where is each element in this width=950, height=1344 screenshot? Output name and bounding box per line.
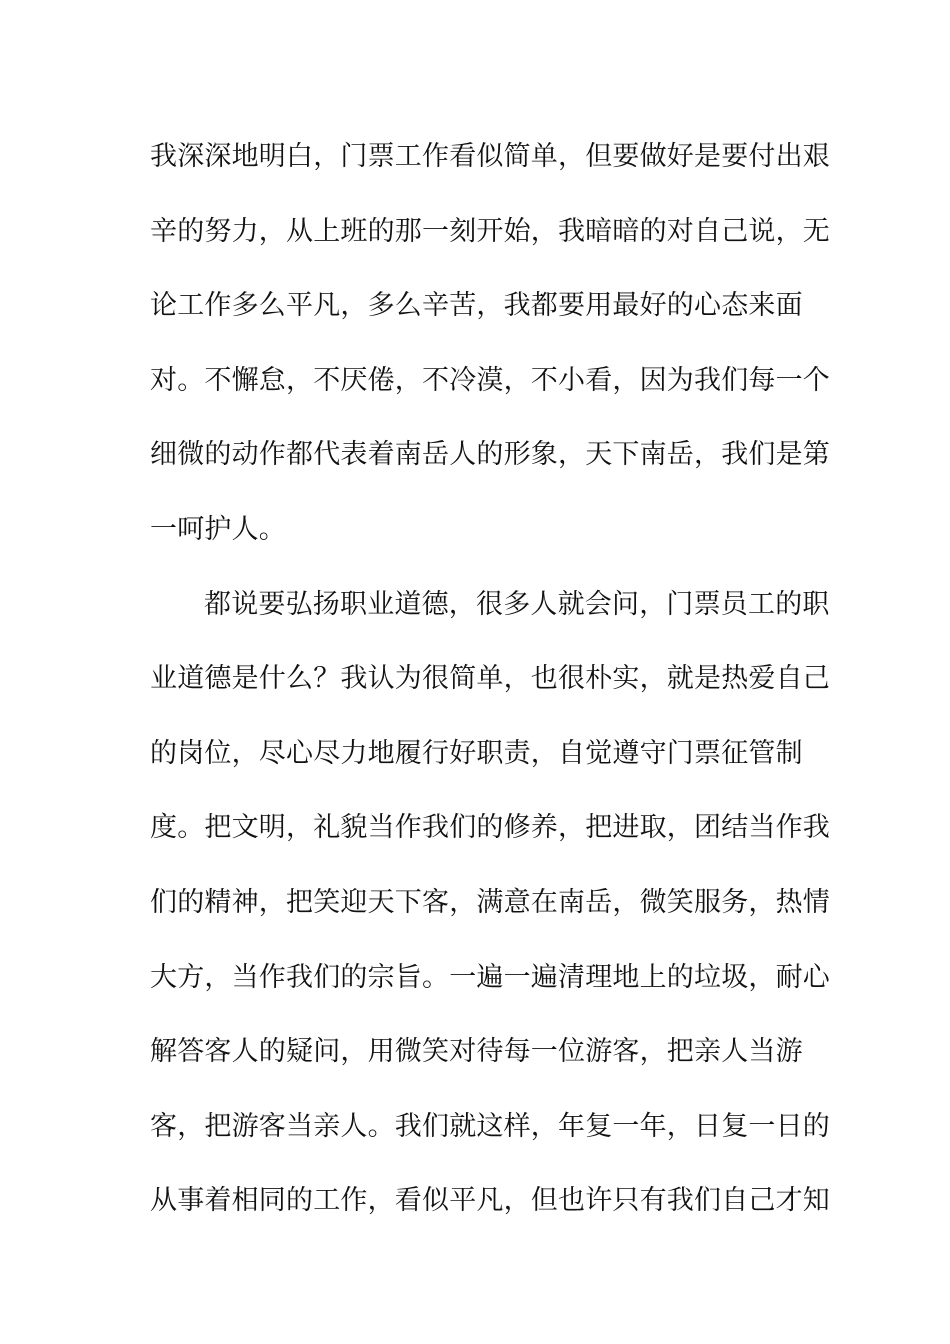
paragraph-line: 我深深地明白，门票工作看似简单，但要做好是要付出艰 [150, 141, 830, 172]
paragraph-line: 业道德是什么？我认为很简单，也很朴实，就是热爱自己 [150, 663, 830, 695]
paragraph-line: 对。不懈怠，不厌倦，不冷漠，不小看，因为我们每一个 [150, 364, 830, 396]
document-body [150, 120, 830, 1239]
paragraph-line: 度。把文明，礼貌当作我们的修养，把进取，团结当作我 [150, 812, 830, 844]
paragraph-line: 都说要弘扬职业道德，很多人就会问，门票员工的职 [204, 588, 830, 620]
paragraph-line: 辛的努力，从上班的那一刻开始，我暗暗的对自己说，无 [150, 215, 830, 247]
paragraph-line: 们的精神，把笑迎天下客，满意在南岳，微笑服务，热情 [150, 886, 830, 918]
paragraph-line: 细微的动作都代表着南岳人的形象，天下南岳，我们是第 [150, 439, 830, 471]
paragraph-line: 从事着相同的工作，看似平凡，但也许只有我们自己才知 [150, 1185, 830, 1217]
paragraph-line: 大方，当作我们的宗旨。一遍一遍清理地上的垃圾，耐心 [150, 961, 830, 993]
paragraph-line: 客，把游客当亲人。我们就这样，年复一年，日复一日的 [150, 1110, 830, 1142]
paragraph-line: 一呵护人。 [150, 513, 286, 545]
paragraph-line: 论工作多么平凡，多么辛苦，我都要用最好的心态来面 [150, 290, 803, 322]
paragraph-line: 解答客人的疑问，用微笑对待每一位游客，把亲人当游 [150, 1036, 803, 1068]
paragraph-line: 的岗位，尽心尽力地履行好职责，自觉遵守门票征管制 [150, 737, 803, 769]
